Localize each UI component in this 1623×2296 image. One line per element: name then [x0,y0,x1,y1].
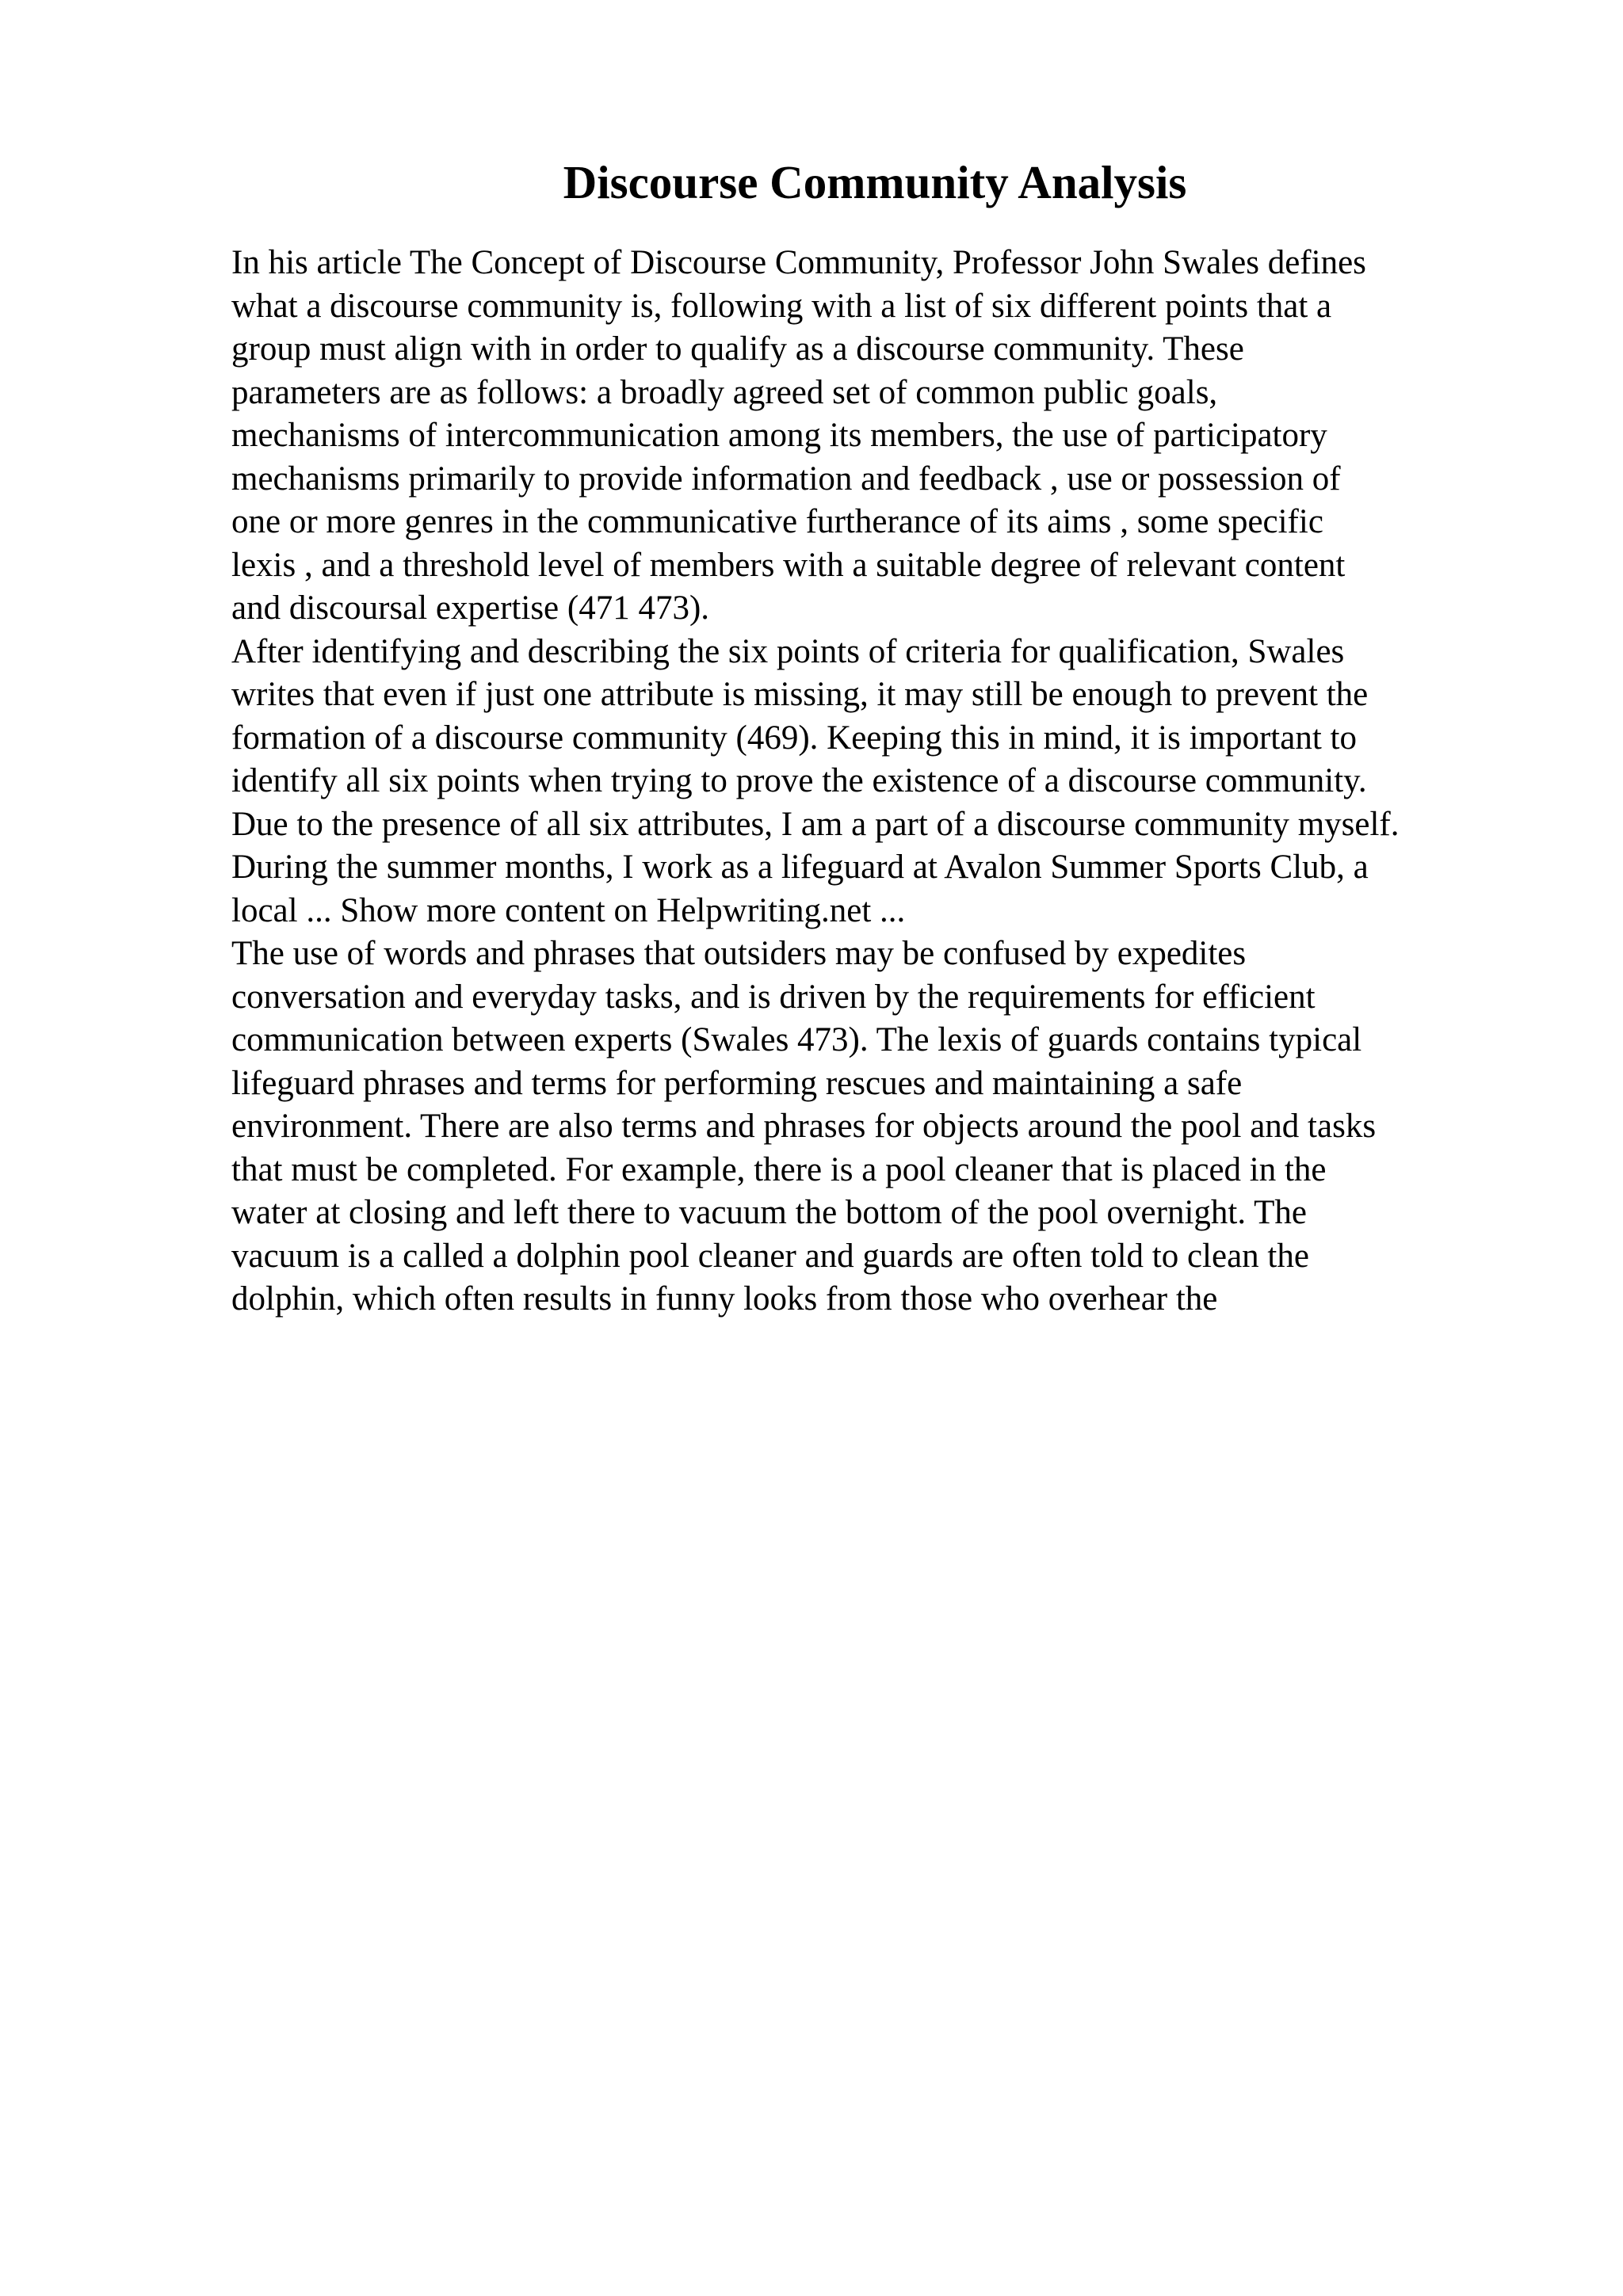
body-line: formation of a discourse community (469). Keeping this in mind, it is important to [231,719,1357,757]
body-line: Due to the presence of all six attributes, I am a part of a discourse community myself. [231,805,1400,843]
body-line: During the summer months, I work as a lifeguard at Avalon Summer Sports Club, a [231,849,1369,886]
body-line: local ... Show more content on Helpwriting.net ... [231,891,906,929]
body-line: lifeguard phrases and terms for performing rescues and maintaining a safe [231,1064,1243,1102]
body-line: lexis , and a threshold level of members with a suitable degree of relevant content [231,546,1346,584]
body-line: one or more genres in the communicative furtherance of its aims , some specific [231,503,1323,540]
body-line: what a discourse community is, following with a list of six different points that a [231,287,1332,325]
body-line: parameters are as follows: a broadly agreed set of common public goals, [231,373,1218,411]
body-line: group must align with in order to qualify as a discourse community. These [231,330,1244,368]
body-line: and discoursal expertise (471 473). [231,589,710,627]
body-line: communication between experts (Swales 473). The lexis of guards contains typical [231,1021,1362,1058]
body-line: that must be completed. For example, there is a pool cleaner that is placed in the [231,1150,1327,1188]
body-line: In his article The Concept of Discourse Community, Professor John Swales defines [231,244,1366,281]
body-line: The use of words and phrases that outsiders may be confused by expedites [231,935,1247,972]
body-line: water at closing and left there to vacuum the bottom of the pool overnight. The [231,1194,1307,1231]
document-title: Discourse Community Analysis [563,156,1187,208]
body-line: environment. There are also terms and phrases for objects around the pool and tasks [231,1108,1377,1145]
body-line: vacuum is a called a dolphin pool cleaner and guards are often told to clean the [231,1237,1309,1275]
body-line: writes that even if just one attribute is missing, it may still be enough to prevent the [231,676,1369,713]
document-body [231,242,1594,1322]
body-line: After identifying and describing the six points of criteria for qualification, Swales [231,632,1345,670]
body-line: conversation and everyday tasks, and is driven by the requirements for efficient [231,978,1316,1016]
body-line: mechanisms primarily to provide information and feedback , use or possession of [231,460,1341,498]
body-line: identify all six points when trying to prove the existence of a discourse community. [231,762,1367,799]
body-line: mechanisms of intercommunication among its members, the use of participatory [231,417,1327,454]
body-line: dolphin, which often results in funny looks from those who overhear the [231,1280,1218,1318]
